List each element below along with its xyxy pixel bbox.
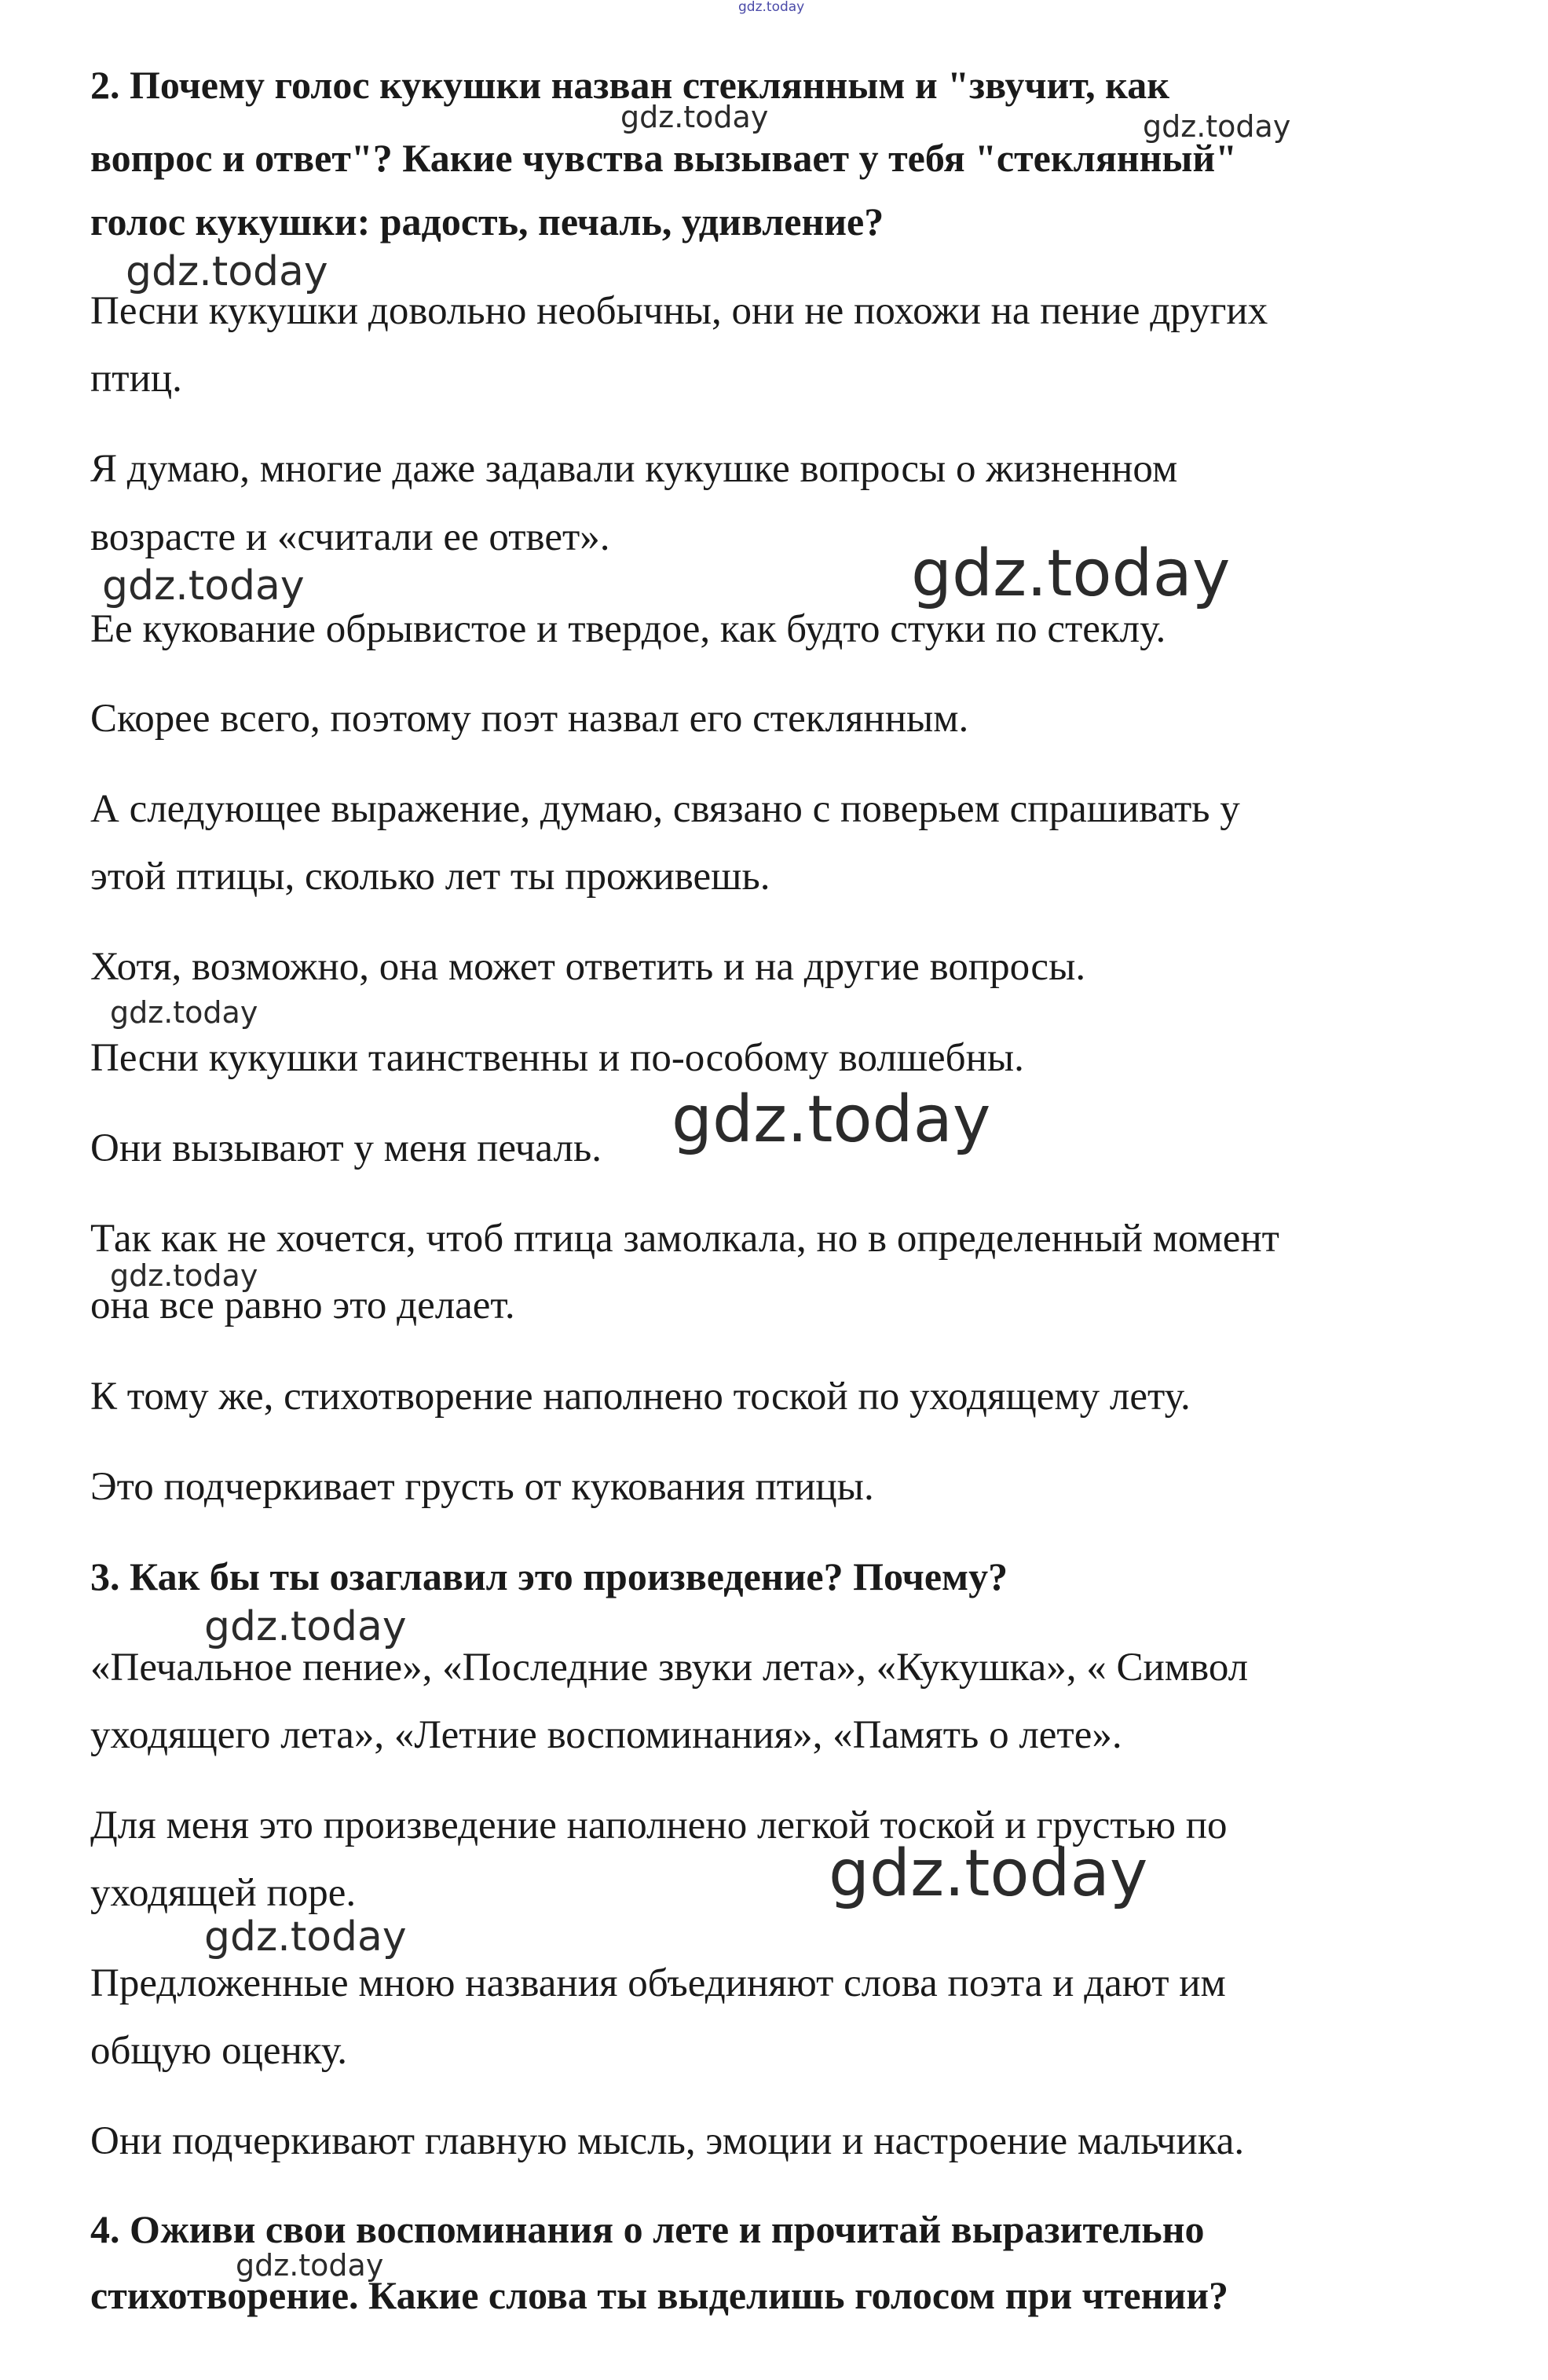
answer-line: Я думаю, многие даже задавали кукушке вопросы о жизненном bbox=[90, 447, 1178, 491]
answer-line: «Печальное пение», «Последние звуки лета», «Кукушка», « Символ bbox=[90, 1646, 1249, 1690]
answer-line: Так как не хочется, чтоб птица замолкала, но в определенный момент bbox=[90, 1217, 1279, 1261]
answer-line: Песни кукушки довольно необычны, они не похожи на пение других bbox=[90, 289, 1268, 333]
answer-line: Для меня это произведение наполнено легкой тоской и грустью по bbox=[90, 1803, 1228, 1847]
question-4-line-2: стихотворение. Какие слова ты выделишь голосом при чтении? bbox=[90, 2273, 1229, 2317]
watermark: gdz.today bbox=[204, 1603, 407, 1650]
watermark: gdz.today bbox=[102, 562, 305, 610]
question-4-line-1: 4. Оживи свои воспоминания о лете и прочитай выразительно bbox=[90, 2207, 1205, 2251]
answer-line: Предложенные мною названия объединяют слова поэта и дают им bbox=[90, 1961, 1226, 2005]
answer-line: Они подчеркивают главную мысль, эмоции и настроение мальчика. bbox=[90, 2119, 1245, 2163]
question-2-line-3: голос кукушки: радость, печаль, удивление? bbox=[90, 200, 884, 243]
watermark: gdz.today bbox=[110, 1258, 258, 1293]
answer-line: общую оценку. bbox=[90, 2029, 347, 2073]
answer-line: этой птицы, сколько лет ты проживешь. bbox=[90, 855, 770, 899]
answer-line: А следующее выражение, думаю, связано с поверьем спрашивать у bbox=[90, 787, 1240, 831]
answer-line: Это подчеркивает грусть от кукования птицы. bbox=[90, 1465, 874, 1509]
watermark: gdz.today bbox=[204, 1913, 407, 1961]
watermark: gdz.today bbox=[672, 1082, 991, 1157]
watermark: gdz.today bbox=[620, 100, 769, 134]
question-2-line-1: 2. Почему голос кукушки назван стеклянным и "звучит, как bbox=[90, 63, 1170, 107]
answer-line: она все равно это делает. bbox=[90, 1283, 515, 1327]
answer-line: возрасте и «считали ее ответ». bbox=[90, 515, 610, 559]
watermark: gdz.today bbox=[738, 0, 805, 15]
answer-line: уходящего лета», «Летние воспоминания», «Память о лете». bbox=[90, 1713, 1122, 1757]
answer-line: Скорее всего, поэтому поэт назвал его стеклянным. bbox=[90, 697, 969, 741]
watermark: gdz.today bbox=[236, 2248, 384, 2283]
question-3-line-1: 3. Как бы ты озаглавил это произведение? Почему? bbox=[90, 1554, 1008, 1598]
answer-line: К тому же, стихотворение наполнено тоской по уходящему лету. bbox=[90, 1375, 1191, 1419]
watermark: gdz.today bbox=[911, 536, 1231, 611]
question-2-line-2: вопрос и ответ"? Какие чувства вызывает у тебя "стеклянный" bbox=[90, 136, 1237, 180]
answer-line: птиц. bbox=[90, 357, 182, 401]
watermark: gdz.today bbox=[1143, 109, 1291, 144]
answer-line: уходящей поре. bbox=[90, 1871, 357, 1915]
watermark: gdz.today bbox=[110, 995, 258, 1030]
answer-line: Хотя, возможно, она может ответить и на другие вопросы. bbox=[90, 945, 1086, 989]
answer-line: Песни кукушки таинственны и по-особому волшебны. bbox=[90, 1036, 1024, 1080]
answer-line: Они вызывают у меня печаль. bbox=[90, 1126, 602, 1170]
answer-line: Ее кукование обрывистое и твердое, как будто стуки по стеклу. bbox=[90, 607, 1166, 651]
watermark: gdz.today bbox=[126, 248, 328, 295]
watermark: gdz.today bbox=[829, 1836, 1148, 1911]
